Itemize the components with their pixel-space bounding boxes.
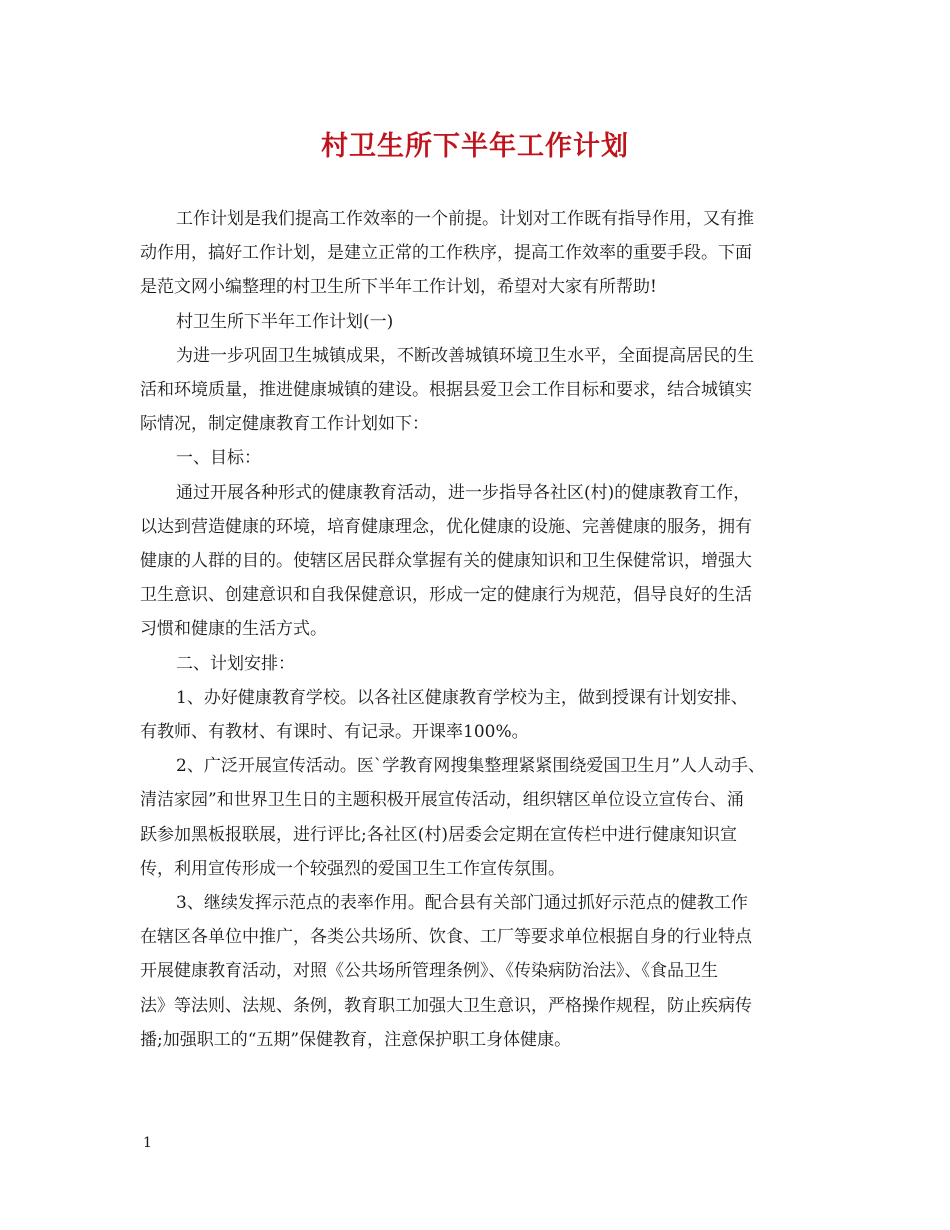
paragraph-line: 跃参加黑板报联展，进行评比;各社区(村)居委会定期在宣传栏中进行健康知识宣 [140,824,737,845]
paragraph-line: 习惯和健康的生活方式。 [140,619,327,640]
paragraph-line: 1、办好健康教育学校。以各社区健康教育学校为主，做到授课有计划安排、 [176,687,748,708]
paragraph [140,441,810,475]
paragraph-line: 清洁家园”和世界卫生日的主题积极开展宣传活动，组织辖区单位设立宣传台、涌 [140,790,744,811]
paragraph-line: 工作计划是我们提高工作效率的一个前提。计划对工作既有指导作用，又有推 [176,209,754,229]
paragraph [140,305,810,339]
paragraph-line: 开展健康教育活动，对照《公共场所管理条例》、《传染病防治法》、《食品卫生 [140,961,718,982]
paragraph-line: 播;加强职工的“五期”保健教育，注意保护职工身体健康。 [140,1029,572,1050]
paragraph-line: 为进一步巩固卫生城镇成果，不断改善城镇环境卫生水平，全面提高居民的生 [176,345,754,366]
paragraph-line: 动作用，搞好工作计划，是建立正常的工作秩序，提高工作效率的重要手段。下面 [140,243,752,264]
paragraph [140,886,810,1057]
paragraph [140,476,810,647]
paragraph-line: 一、目标： [176,448,261,469]
page-number: 1 [143,1135,152,1151]
paragraph-line: 2、广泛开展宣传活动。医`学教育网搜集整理紧紧围绕爱国卫生月”人人动手、 [176,756,766,777]
paragraph [140,681,810,749]
paragraph-line: 活和环境质量，推进健康城镇的建设。根据县爱卫会工作目标和要求，结合城镇实 [140,380,752,401]
paragraph-line: 有教师、有教材、有课时、有记录。开课率100%。 [140,722,529,743]
document-body [140,202,810,1057]
paragraph [140,647,810,681]
paragraph-line: 村卫生所下半年工作计划(一) [176,311,394,332]
paragraph-line: 在辖区各单位中推广，各类公共场所、饮食、工厂等要求单位根据自身的行业特点 [140,927,752,948]
paragraph-line: 卫生意识、创建意识和自我保健意识，形成一定的健康行为规范，倡导良好的生活 [140,585,752,606]
paragraph-line: 是范文网小编整理的村卫生所下半年工作计划，希望对大家有所帮助! [140,277,657,298]
paragraph-line: 健康的人群的目的。使辖区居民群众掌握有关的健康知识和卫生保健常识，增强大 [140,551,752,572]
document-title: 村卫生所下半年工作计划 [321,131,629,162]
paragraph-line: 际情况，制定健康教育工作计划如下： [140,414,429,435]
paragraph-line: 传，利用宣传形成一个较强烈的爱国卫生工作宣传氛围。 [140,858,565,879]
paragraph-line: 以达到营造健康的环境，培育健康理念，优化健康的设施、完善健康的服务，拥有 [140,516,752,537]
paragraph [140,339,810,442]
paragraph-line: 二、计划安排： [176,653,295,674]
paragraph-line: 3、继续发挥示范点的表率作用。配合县有关部门通过抓好示范点的健教工作 [176,893,748,914]
paragraph-line: 通过开展各种形式的健康教育活动，进一步指导各社区(村)的健康教育工作， [176,482,751,503]
paragraph [140,749,810,886]
paragraph [140,202,810,305]
paragraph-line: 法》等法则、法规、条例，教育职工加强大卫生意识，严格操作规程，防止疾病传 [140,995,752,1016]
